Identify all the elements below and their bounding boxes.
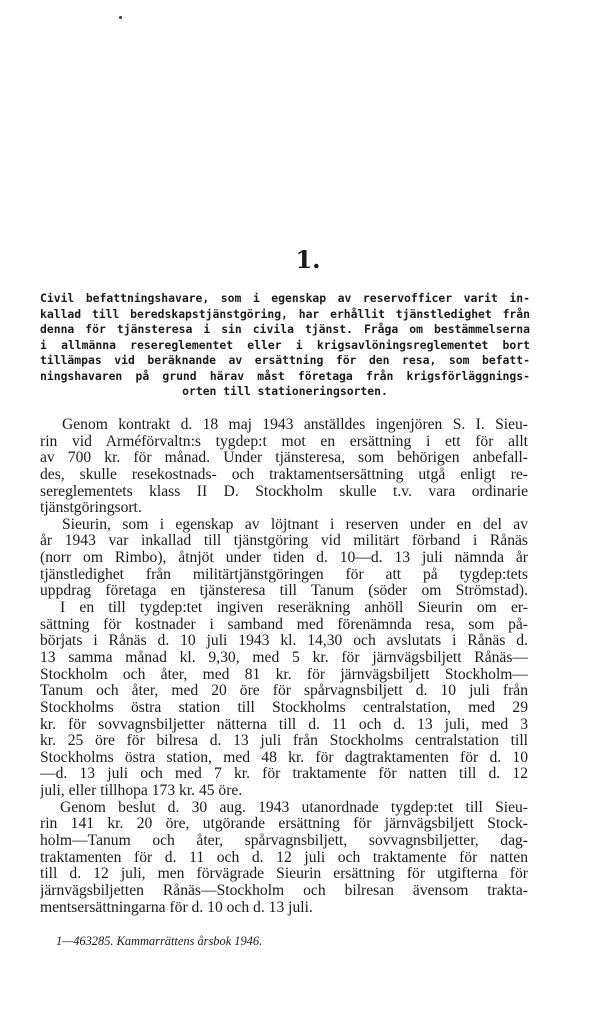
heading-line: orten till stationeringsorten. xyxy=(182,384,388,398)
body-line: sereglementets klass II D. Stockholm skulle t.v. vara ordinarie xyxy=(40,483,528,500)
body-line: sättning för kostnader i samband med förenämnda resa, som på- xyxy=(40,616,528,633)
body-line: tjänstledighet från militärtjänstgöringen för att på tygdep:tets xyxy=(40,566,528,583)
heading-line: Civil befattningshavare, som i egenskap av reservofficer varit in- xyxy=(40,291,530,305)
page-footer: 1—463285. Kammarrättens årsbok 1946. xyxy=(56,934,263,948)
body-line: holm—Tanum och åter, spårvagnsbiljett, sovvagnsbiljetter, dag- xyxy=(40,833,528,850)
body-line: mentsersättningarna för d. 10 och d. 13 juli. xyxy=(40,899,313,916)
heading-line: i allmänna resereglementet eller i krigsavlöningsreglementet bort xyxy=(40,337,530,352)
body-line: juli, eller tillhopa 173 kr. 45 öre. xyxy=(40,783,243,800)
case-heading xyxy=(40,291,530,400)
body-line: järnvägsbiljetten Rånäs—Stockholm och bilresan ävensom trakta- xyxy=(40,882,528,899)
case-body xyxy=(40,417,528,916)
body-line: uppdrag företaga en tjänsteresa till Tanum (söder om Strömstad). xyxy=(40,583,528,600)
body-line: år 1943 var inkallad till tjänstgöring vid militärt förband i Rånäs xyxy=(40,533,528,550)
body-line: traktamenten för d. 11 och d. 12 juli och traktamente för natten xyxy=(40,849,528,866)
ink-speck xyxy=(119,16,122,19)
body-line: I en till tygdep:tet ingiven reseräkning anhöll Sieurin om er- xyxy=(60,600,528,617)
body-line: till d. 12 juli, men förvägrade Sieurin ersättning för utgifterna för xyxy=(40,866,528,883)
heading-line: ningshavaren på grund härav måst företaga från krigsförläggnings- xyxy=(40,368,530,383)
chapter-number: 1. xyxy=(295,245,321,274)
heading-line: denna för tjänsteresa i sin civila tjänst. Fråga om bestämmelserna xyxy=(40,322,530,336)
body-line: Genom beslut d. 30 aug. 1943 utanordnade tygdep:tet till Sieu- xyxy=(60,799,528,816)
body-line: tjänstgöringsort. xyxy=(40,500,142,517)
heading-line: kallad till beredskapstjänstgöring, har erhållit tjänstledighet från xyxy=(40,306,530,321)
body-line: (norr om Rimbo), åtnjöt under tiden d. 10—d. 13 juli nämnda år xyxy=(40,550,528,567)
body-line: Stockholms östra station, med 48 kr. för dagtraktamenten för d. 10 xyxy=(40,749,528,766)
body-line: kr. för sovvagnsbiljetter nätterna till d. 11 och d. 13 juli, med 3 xyxy=(40,716,528,733)
body-line: rin vid Arméförvaltn:s tygdep:t mot en ersättning i ett för allt xyxy=(40,433,528,450)
body-line: av 700 kr. för månad. Under tjänsteresa, som behörigen anbefall- xyxy=(40,450,528,467)
body-line: Genom kontrakt d. 18 maj 1943 anställdes ingenjören S. I. Sieu- xyxy=(62,417,528,433)
body-line: Stockholm och åter, med 81 kr. för järnvägsbiljett Stockholm— xyxy=(40,666,528,683)
body-line: des, skulle resekostnads- och traktamentsersättning utgå enligt re- xyxy=(40,466,528,483)
body-line: rin 141 kr. 20 öre, utgörande ersättning för järnvägsbiljett Stock- xyxy=(40,816,528,833)
heading-line: tillämpas vid beräknande av ersättning för den resa, som befatt- xyxy=(40,353,530,367)
body-line: Tanum och åter, med 20 öre för spårvagnsbiljett d. 10 juli från xyxy=(40,683,528,700)
body-line: Stockholms östra station till Stockholms centralstation, med 29 xyxy=(40,699,528,716)
body-line: —d. 13 juli och med 7 kr. för traktamente för natten till d. 12 xyxy=(40,766,528,783)
body-line: Sieurin, som i egenskap av löjtnant i reserven under en del av xyxy=(62,516,528,533)
body-line: 13 samma månad kl. 9,30, med 5 kr. för järnvägsbiljett Rånäs— xyxy=(40,649,528,666)
body-line: kr. 25 öre för bilresa d. 13 juli från Stockholms centralstation till xyxy=(40,733,528,750)
body-line: börjats i Rånäs d. 10 juli 1943 kl. 14,30 och avslutats i Rånäs d. xyxy=(40,633,528,650)
